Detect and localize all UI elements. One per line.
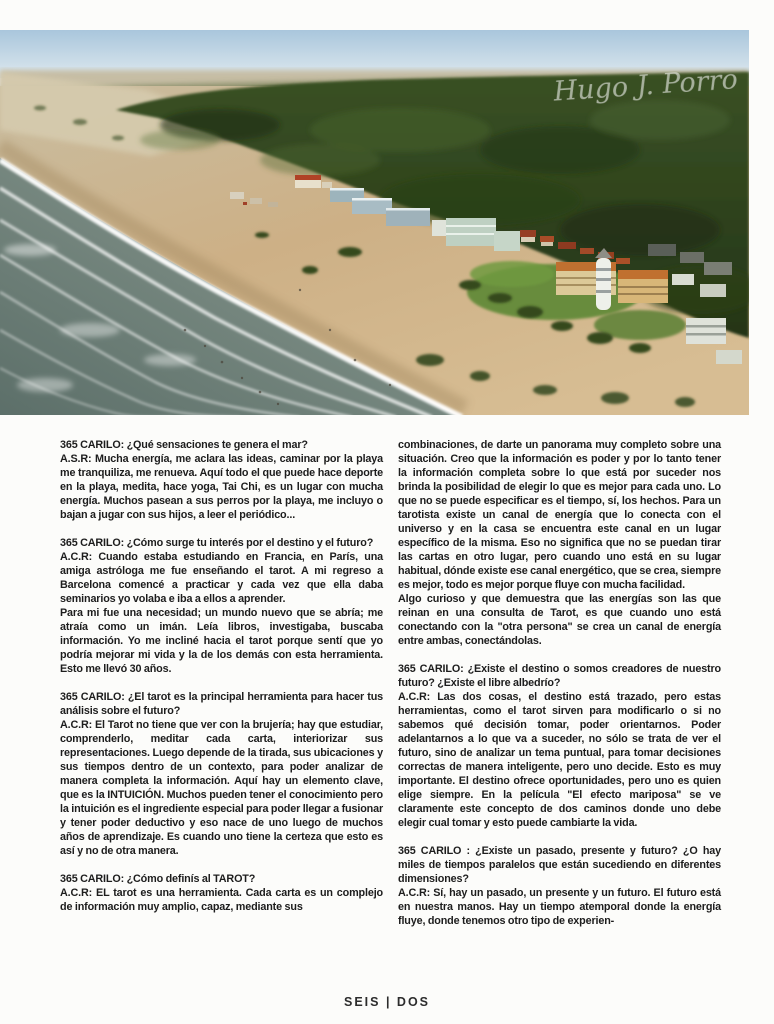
question-text: 365 CARILO: ¿Cómo surge tu interés por el destino y el futuro? [60,537,374,549]
article-column-right [398,438,721,928]
question-text: 365 CARILO: ¿Cómo definís al TAROT? [60,873,256,885]
photographer-signature: Hugo J. Porro [552,63,739,108]
beach-aerial-photo [0,30,749,415]
answer-text: A.C.R: Las dos cosas, el destino está trazado, pero estas herramientas, como el tarot sirven para modificarlo o si no sabemos qué decisión tomar, poder orientarnos. Poder adelantarnos a lo que va a suceder, no sólo se trata de ver el futuro, sino de analizar un tema puntual, para tomar decisiones correctas de manera inteligente, pero uno decide. Esto es muy importante. El destino ofrece oportunidades, pero uno es quien elige siempre. En la película "El efecto mariposa" se ve claramente este concepto de dos caminos donde uno debe elegir cual tomar y esto puede cambiarte la vida. [398,691,721,829]
qa-block [398,844,721,928]
qa-block [60,536,383,676]
qa-block [60,438,383,522]
qa-block [398,438,721,648]
qa-block [60,872,383,914]
question-text: 365 CARILO: ¿Existe el destino o somos creadores de nuestro futuro? ¿Existe el libre albedrío? [398,663,721,689]
page-number-label: SEIS | DOS [343,995,430,1009]
question-text: 365 CARILO: ¿El tarot es la principal herramienta para hacer tus análisis sobre el futuro? [60,691,383,717]
answer-text: A.C.R: Cuando estaba estudiando en Francia, en París, una amiga astróloga me fue enseñando el tarot. A mi regreso a Barcelona comencé a practicar y cada vez que ella daba seminarios yo volaba e iba a ellos a aprender. [60,551,383,605]
answer-text: Algo curioso y que demuestra que las energías son las que reinan en una consulta de Tarot, es que cuando uno está conectando con la "otra persona" se crea un canal de energía entre ambas, conectándolas. [398,593,721,647]
qa-block [60,690,383,858]
interview-article [60,438,722,928]
question-text: 365 CARILO: ¿Qué sensaciones te genera el mar? [60,439,308,451]
beach-photo-illustration [0,30,749,415]
answer-text: A.S.R: Mucha energía, me aclara las ideas, caminar por la playa me tranquiliza, me renueva. Aquí todo el que puede hace deporte en la playa, medita, hace yoga, Tai Chi, es un lugar con mucha energía. Muchos pasean a sus perros por la playa, me incluyo o bajan a jugar con sus hijos, a leer el periódico... [60,453,383,521]
answer-text: A.C.R: EL tarot es una herramienta. Cada carta es un complejo de información muy amplio, capaz, mediante sus [60,887,383,913]
answer-text: Para mi fue una necesidad; un mundo nuevo que se abría; me atraía como un imán. Leía libros, investigaba, buscaba información. Yo me incliné hacia el tarot porque sentí que yo podría mejorar mi vida y la de los demás con esta herramienta. Esto me llevó 30 años. [60,607,383,675]
answer-text: A.C.R: Sí, hay un pasado, un presente y un futuro. El futuro está en nuestra manos. Hay un tiempo atemporal donde la energía fluye, donde tenemos otro tipo de experien- [398,887,721,927]
answer-text: A.C.R: El Tarot no tiene que ver con la brujería; hay que estudiar, comprenderlo, meditar cada carta, interiorizar sus representaciones. Luego depende de la tirada, sus ubicaciones y sus tiempos dentro de un contexto, para poder analizar de manera completa la información. Aquí hay un elemento clave, que es la INTUICIÓN. Muchos pueden tener el conocimiento pero la intuición es el ingrediente especial para poder llegar a fusionar y tener poder deductivo y eso nace de uno luego de muchos años de aprendizaje. Es cuando uno tiene la certeza que esto es así y no de otra manera. [60,719,383,857]
answer-text: combinaciones, de darte un panorama muy completo sobre una situación. Creo que la información es poder y por lo tanto tener la información completa sobre lo que está por suceder nos brinda la posibilidad de elegir lo que es mejor para cada uno. Lo que no se puede especificar es el tiempo, sí, los hechos. Para un tarotista existe un canal de energía que lo conecta con el universo y en la casa se encuentra este canal en un lugar específico de la misma. Eso no significa que no se puedan tirar las cartas en otro lugar, pero cuando uno está en su lugar habitual, dónde existe ese canal energético, que se crea, siempre es mejor, todo es mejor porque fluye con mucha facilidad. [398,439,721,591]
qa-block [398,662,721,830]
article-column-left [60,438,383,928]
question-text: 365 CARILO : ¿Existe un pasado, presente y futuro? ¿O hay miles de tiempos paralelos que están sucediendo en diferentes dimensiones? [398,845,721,885]
